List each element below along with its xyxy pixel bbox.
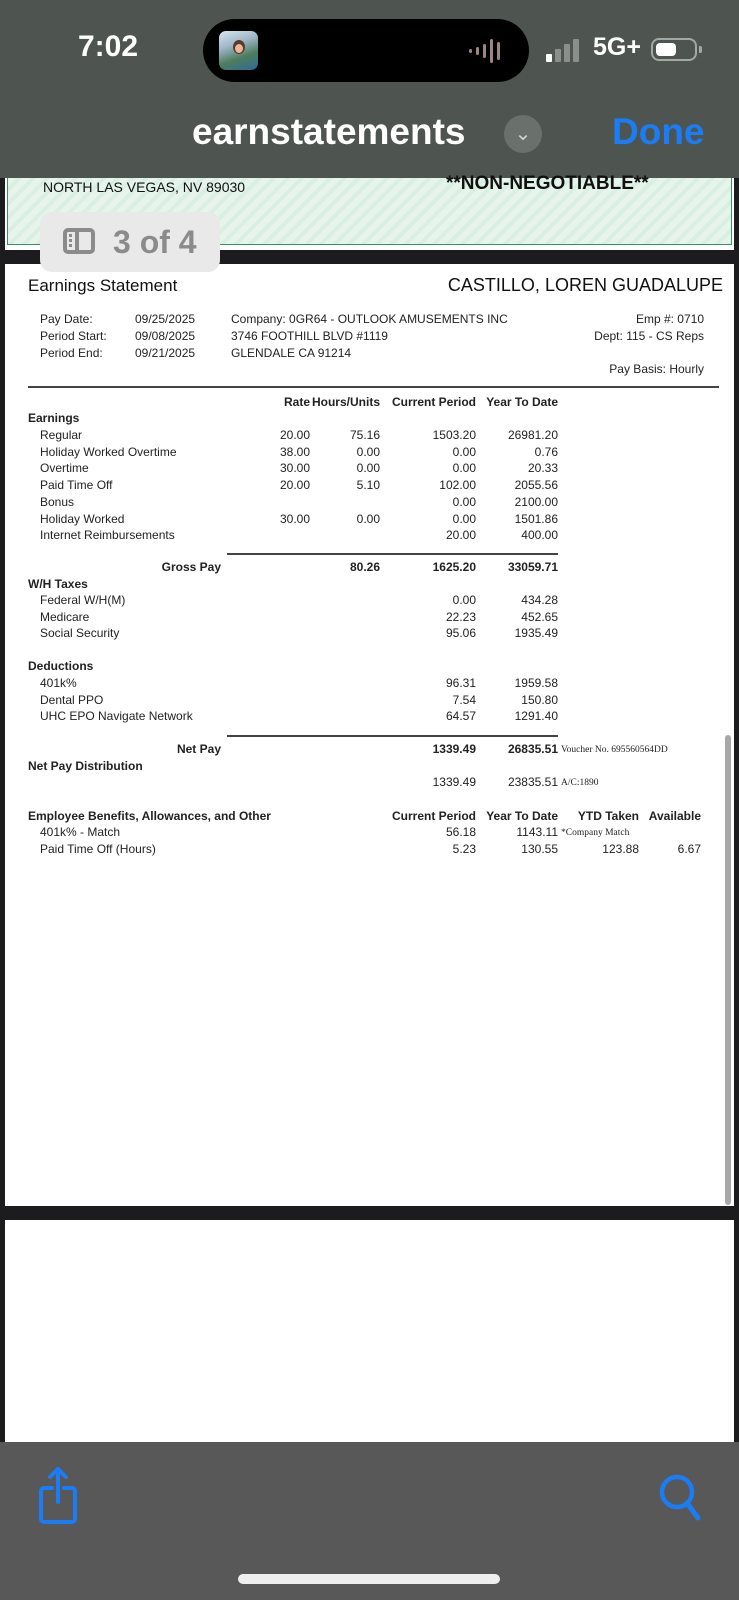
non-negotiable-label: **NON-NEGOTIABLE**: [446, 173, 649, 194]
earning-name: Overtime: [40, 461, 89, 476]
pdf-page-3: [5, 264, 734, 1206]
col-rate: Rate: [283, 395, 310, 409]
earning-rate: 20.00: [279, 478, 310, 493]
earning-current: 0.00: [452, 444, 476, 459]
earning-name: Bonus: [40, 494, 75, 509]
home-indicator[interactable]: [238, 1574, 500, 1584]
gross-ytd: 33059.71: [507, 560, 558, 574]
earning-ytd: 2100.00: [514, 494, 558, 509]
net-current: 1339.49: [432, 742, 476, 756]
earning-name: Regular: [40, 428, 83, 442]
earning-current: 20.00: [445, 528, 476, 543]
benefits-col-ytd: Year To Date: [486, 809, 558, 823]
benefit-name: 401k% - Match: [40, 825, 121, 839]
top-bar: [0, 0, 739, 178]
status-time: 7:02: [78, 30, 139, 63]
deduction-name: 401k%: [40, 676, 77, 690]
company-name: Company: 0GR64 - OUTLOOK AMUSEMENTS INC: [231, 312, 508, 326]
chevron-down-icon[interactable]: ⌄: [504, 115, 542, 153]
network-type: 5G+: [593, 33, 641, 61]
benefit-current: 56.18: [445, 825, 476, 839]
earning-hours: 0.00: [356, 444, 380, 459]
earning-name: Paid Time Off: [40, 478, 113, 493]
page-indicator[interactable]: [40, 212, 220, 272]
benefit-ytd: 1143.11: [516, 825, 558, 839]
benefits-col-current: Current Period: [391, 809, 476, 823]
deduction-ytd: 150.80: [521, 692, 558, 707]
earning-current: 0.00: [452, 461, 476, 476]
header-divider: [28, 386, 719, 388]
earning-ytd: 20.33: [527, 461, 558, 476]
col-ytd: Year To Date: [486, 395, 558, 409]
earning-name: Holiday Worked: [40, 511, 125, 526]
voucher-number: Voucher No. 695560564DD: [561, 745, 668, 755]
deduction-current: 7.54: [452, 692, 476, 707]
earning-hours: 0.00: [356, 511, 380, 526]
gross-divider: [227, 553, 558, 555]
earning-name: Internet Reimbursements: [40, 528, 175, 543]
benefit-ytd: 130.55: [521, 841, 558, 856]
earning-ytd: 0.76: [534, 444, 558, 459]
taxes-heading: W/H Taxes: [28, 577, 88, 591]
search-icon[interactable]: [658, 1474, 706, 1522]
deduction-ytd: 1959.58: [514, 676, 558, 690]
earning-ytd: 26981.20: [507, 428, 558, 442]
department: Dept: 115 - CS Reps: [594, 329, 704, 343]
earning-rate: 20.00: [279, 428, 310, 442]
distribution-heading: Net Pay Distribution: [28, 759, 143, 773]
deduction-current: 64.57: [445, 709, 476, 724]
earning-hours: 75.16: [349, 428, 380, 442]
tax-name: Medicare: [40, 609, 90, 624]
deduction-ytd: 1291.40: [514, 709, 558, 724]
period-end-value: 09/21/2025: [135, 346, 196, 360]
net-ytd: 26835.51: [507, 742, 558, 756]
check-address: NORTH LAS VEGAS, NV 89030: [43, 179, 246, 195]
deduction-current: 96.31: [445, 676, 476, 690]
gross-pay-label: Gross Pay: [161, 560, 221, 574]
earning-rate: 30.00: [279, 461, 310, 476]
pay-date-value: 09/25/2025: [135, 312, 196, 326]
benefits-col-taken: YTD Taken: [577, 809, 639, 823]
battery-icon: [651, 38, 697, 61]
earning-rate: 30.00: [279, 511, 310, 526]
distribution-current: 1339.49: [432, 775, 476, 789]
share-icon[interactable]: [38, 1466, 82, 1526]
col-current: Current Period: [391, 395, 476, 409]
earning-ytd: 2055.56: [514, 478, 558, 493]
benefit-taken: 123.88: [602, 841, 639, 856]
tax-current: 0.00: [452, 593, 476, 607]
earning-rate: 38.00: [279, 444, 310, 459]
deduction-name: Dental PPO: [40, 692, 104, 707]
document-title: earnstatements: [192, 111, 466, 152]
period-start-value: 09/08/2025: [135, 329, 196, 343]
earning-hours: 0.00: [356, 461, 380, 476]
pay-basis: Pay Basis: Hourly: [609, 362, 704, 376]
account-number: A/C:1890: [561, 778, 599, 788]
earnings-heading: Earnings: [28, 411, 80, 425]
earning-current: 0.00: [452, 494, 476, 509]
earning-current: 1503.20: [432, 428, 476, 442]
pdf-page-4: [5, 1220, 734, 1442]
benefit-current: 5.23: [452, 841, 476, 856]
net-divider: [227, 735, 558, 737]
tax-ytd: 1935.49: [514, 626, 558, 641]
tax-ytd: 452.65: [521, 609, 558, 624]
scrollbar[interactable]: [725, 735, 731, 1205]
album-art-icon: [219, 31, 258, 70]
pay-date-label: Pay Date:: [40, 312, 93, 326]
audio-waveform-icon: [469, 39, 509, 63]
company-address-line2: GLENDALE CA 91214: [231, 346, 352, 360]
period-end-label: Period End:: [40, 346, 103, 360]
earning-ytd: 1501.86: [514, 511, 558, 526]
earning-current: 0.00: [452, 511, 476, 526]
benefits-heading: Employee Benefits, Allowances, and Other: [28, 809, 271, 823]
cellular-signal-icon: [546, 38, 586, 62]
gross-current: 1625.20: [432, 560, 476, 574]
gross-hours: 80.26: [349, 560, 380, 574]
earning-ytd: 400.00: [521, 528, 558, 543]
tax-current: 95.06: [445, 626, 476, 641]
employee-number: Emp #: 0710: [635, 312, 704, 326]
period-start-label: Period Start:: [40, 329, 107, 343]
done-button[interactable]: Done: [612, 111, 705, 152]
benefit-name: Paid Time Off (Hours): [40, 841, 156, 856]
net-pay-label: Net Pay: [176, 742, 221, 756]
earning-hours: 5.10: [356, 478, 380, 493]
col-hours: Hours/Units: [311, 395, 380, 409]
tax-name: Social Security: [40, 626, 120, 641]
company-address-line1: 3746 FOOTHILL BLVD #1119: [231, 329, 388, 343]
dynamic-island[interactable]: [203, 19, 529, 82]
earning-current: 102.00: [439, 478, 476, 493]
distribution-ytd: 23835.51: [507, 775, 558, 789]
tax-ytd: 434.28: [521, 593, 558, 607]
earning-name: Holiday Worked Overtime: [40, 444, 177, 459]
deduction-name: UHC EPO Navigate Network: [40, 709, 193, 724]
deductions-heading: Deductions: [28, 659, 94, 673]
tax-name: Federal W/H(M): [40, 593, 126, 607]
page-indicator-label: 3 of 4: [113, 224, 197, 260]
statement-title: Earnings Statement: [28, 276, 178, 295]
benefits-col-available: Available: [648, 809, 701, 823]
benefit-note: *Company Match: [561, 828, 630, 838]
tax-current: 22.23: [445, 609, 476, 624]
benefit-available: 6.67: [677, 841, 701, 856]
employee-name: CASTILLO, LOREN GUADALUPE: [447, 275, 723, 295]
sidebar-icon[interactable]: [63, 228, 95, 254]
